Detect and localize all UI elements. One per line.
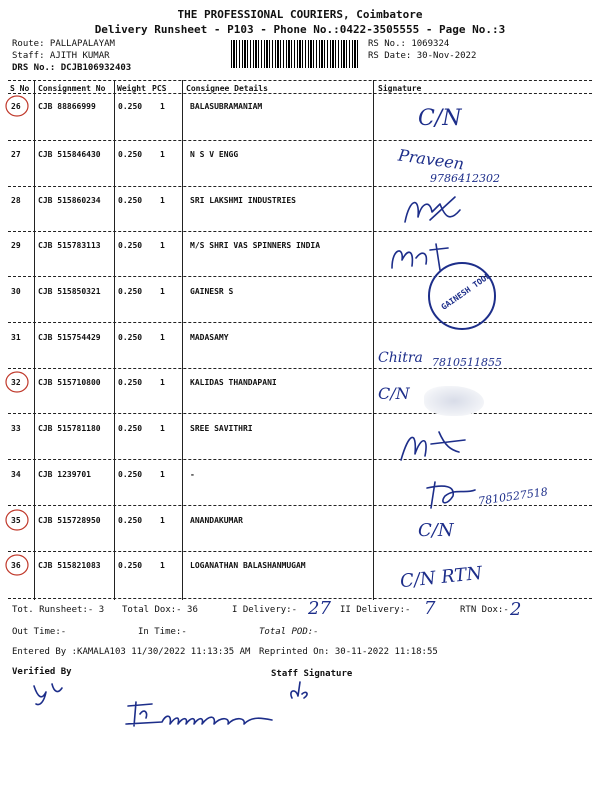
row-sno: 32 [11,378,21,387]
row-consignee: BALASUBRAMANIAM [190,102,263,111]
row-consignee: - [190,470,195,479]
signature-scribble-28 [400,192,470,232]
row-weight: 0.250 [118,333,143,342]
i-delivery-value: 27 [308,598,331,619]
row-weight: 0.250 [118,378,143,387]
col-consignee: Consignee Details [186,84,268,93]
row-weight: 0.250 [118,150,143,159]
signature-praveen: Praveen [397,145,466,174]
row-consignee: N S V ENGG [190,150,239,159]
runsheet-subtitle: Delivery Runsheet - P103 - Phone No.:0422-3505555 - Page No.:3 [94,23,506,36]
row-sno: 35 [11,516,21,525]
row-consignment: CJB 515783113 [38,241,101,250]
row-sno: 36 [11,561,21,570]
col-weight: Weight [117,84,146,93]
staff-signature-label: Staff Signature [271,669,353,679]
row-consignment: CJB 515821083 [38,561,101,570]
thumb-impression [424,386,484,416]
row-weight: 0.250 [118,196,143,205]
row-sno: 28 [11,196,21,205]
signature-cn-35: C/N [418,520,454,541]
row-weight: 0.250 [118,102,143,111]
signature-cn-32: C/N [378,384,410,403]
reprinted-on: Reprinted On: 30-11-2022 11:18:55 [259,647,438,657]
rs-date: RS Date: 30-Nov-2022 [368,51,477,61]
signature-chitra-phone: 7810511855 [432,356,502,369]
row-sno: 27 [11,150,21,159]
row-consignment: CJB 515781180 [38,424,101,433]
row-pcs: 1 [160,561,165,570]
row-pcs: 1 [160,241,165,250]
row-pcs: 1 [160,150,165,159]
row-pcs: 1 [160,196,165,205]
route-label: Route: PALLAPALAYAM [12,39,115,49]
rtn-dox-label: RTN Dox:- [460,605,509,615]
row-weight: 0.250 [118,241,143,250]
signature-scribble-35 [425,478,485,512]
row-consignment: CJB 515860234 [38,196,101,205]
staff-signature-mark [286,680,316,704]
ii-delivery-label: II Delivery:- [340,605,411,615]
row-consignment: CJB 515710800 [38,378,101,387]
row-sno: 34 [11,470,21,479]
entered-by: Entered By :KAMALA103 11/30/2022 11:13:35 AM [12,647,251,657]
col-signature: Signature [378,84,422,93]
row-consignment: CJB 515754429 [38,333,101,342]
row-consignment: CJB 88866999 [38,102,96,111]
company-title: THE PROFESSIONAL COURIERS, Coimbatore [177,8,423,21]
in-time: In Time:- [138,627,187,637]
row-consignment: CJB 515846430 [38,150,101,159]
stamp-text: GAINESH TOOL [439,271,493,312]
row-consignment: CJB 515850321 [38,287,101,296]
row-pcs: 1 [160,333,165,342]
verified-by: Verified By [12,667,72,677]
row-consignee: SRI LAKSHMI INDUSTRIES [190,196,296,205]
row-sno: 26 [11,102,21,111]
row-consignee: GAINESR S [190,287,234,296]
row-consignee: SREE SAVITHRI [190,424,253,433]
signature-chitra: Chitra [378,350,423,366]
row-sno: 30 [11,287,21,296]
staff-label: Staff: AJITH KUMAR [12,51,110,61]
row-consignment: CJB 1239701 [38,470,91,479]
col-consignment: Consignment No [38,84,106,93]
row-sno: 29 [11,241,21,250]
row-weight: 0.250 [118,287,143,296]
col-sno: S No [10,84,30,93]
row-weight: 0.250 [118,516,143,525]
row-sno: 33 [11,424,21,433]
row-consignee: LOGANATHAN BALASHANMUGAM [190,561,306,570]
row-weight: 0.250 [118,561,143,570]
row-sno: 31 [11,333,21,342]
drs-number: DRS No.: DCJB106932403 [12,63,132,73]
total-pod: Total POD:- [259,627,319,637]
row-consignee: M/S SHRI VAS SPINNERS INDIA [190,241,321,250]
row-consignee: MADASAMY [190,333,229,342]
row-consignment: CJB 515728950 [38,516,101,525]
row-pcs: 1 [160,424,165,433]
verifier-signature [30,678,70,708]
signature-phone-35: 7810527518 [477,485,549,508]
staff-signature-main [122,698,282,734]
row-weight: 0.250 [118,424,143,433]
tot-runsheet: Tot. Runsheet:- 3 [12,605,105,615]
signature-cn-26: C/N [418,106,462,131]
col-pcs: PCS [152,84,167,93]
row-pcs: 1 [160,287,165,296]
rs-number: RS No.: 1069324 [368,39,450,49]
row-consignee: KALIDAS THANDAPANI [190,378,277,387]
i-delivery-label: I Delivery:- [232,605,298,615]
ii-delivery-value: 7 [424,598,436,619]
signature-cn-rtn-36: C/N RTN [399,562,484,593]
out-time: Out Time:- [12,627,67,637]
rtn-dox-value: 2 [510,599,522,620]
row-pcs: 1 [160,516,165,525]
row-pcs: 1 [160,470,165,479]
row-weight: 0.250 [118,470,143,479]
row-pcs: 1 [160,102,165,111]
signature-praveen-phone: 9786412302 [430,172,500,185]
row-consignee: ANANDAKUMAR [190,516,243,525]
total-dox: Total Dox:- 36 [122,605,198,615]
signature-scribble-33 [395,426,470,466]
row-pcs: 1 [160,378,165,387]
